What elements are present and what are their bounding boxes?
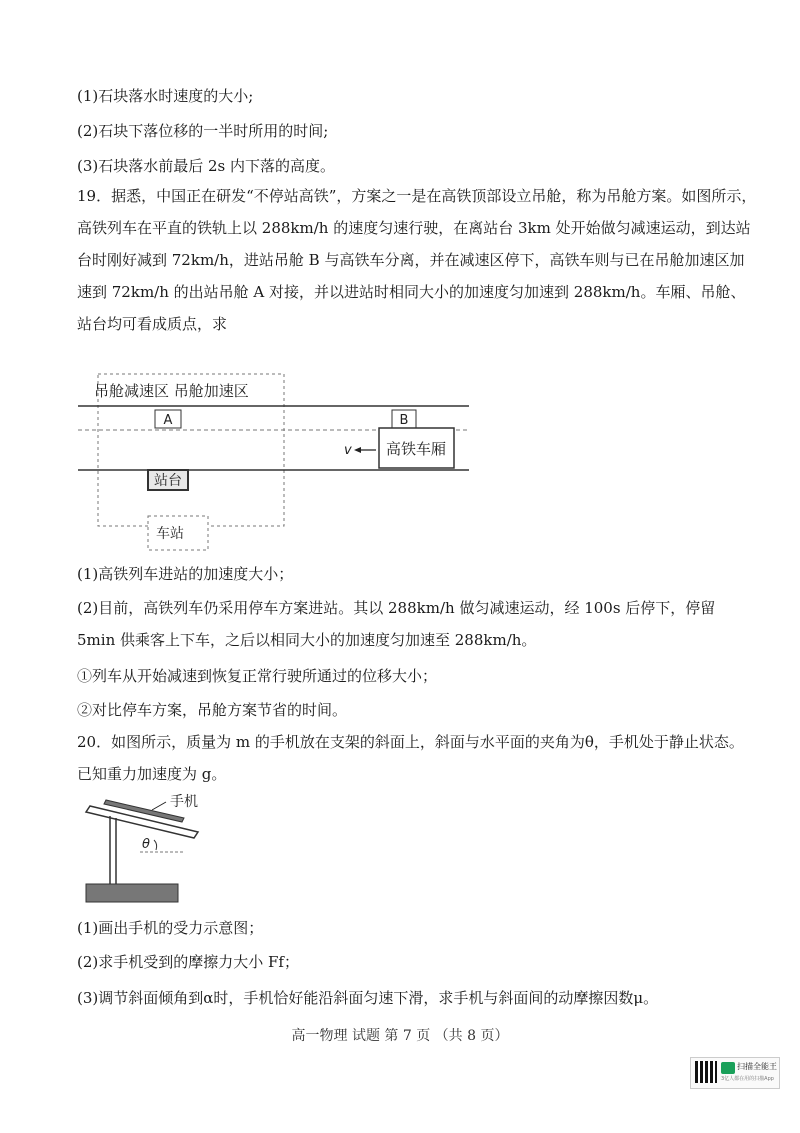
angle-arc xyxy=(154,840,157,850)
scanner-logo-icon xyxy=(721,1062,735,1074)
q19-figure xyxy=(70,370,490,564)
q20-stem: 20．如图所示，质量为 m 的手机放在支架的斜面上，斜面与水平面的夹角为θ，手机处于静止状态。已知重力加速度为 g。 xyxy=(77,733,744,783)
q18-item-1: (1)石块落水时速度的大小; xyxy=(77,87,254,105)
q19-diagram xyxy=(70,370,490,560)
scanner-subtitle: 3亿人都在用的扫描App xyxy=(721,1076,774,1082)
q18-item-2: (2)石块下落位移的一半时所用的时间; xyxy=(77,122,329,140)
q20-item-2: (2)求手机受到的摩擦力大小 Ff； xyxy=(77,953,299,971)
angle-label: θ xyxy=(142,837,150,852)
q19-item-2a: ①列车从开始减速到恢复正常行驶所通过的位移大小； xyxy=(77,667,438,685)
pod-b-label: B xyxy=(399,413,409,428)
q20-item-3: (3)调节斜面倾角到α时，手机恰好能沿斜面匀速下滑，求手机与斜面间的动摩擦因数μ。 xyxy=(77,989,659,1007)
q19-item-1: (1)高铁列车进站的加速度大小； xyxy=(77,565,294,583)
q20-diagram xyxy=(80,790,240,910)
velocity-label: v xyxy=(344,443,352,458)
scanner-title: 扫描全能王 xyxy=(737,1062,777,1071)
base-block xyxy=(86,884,178,902)
q19-item-2b: ②对比停车方案，吊舱方案节省的时间。 xyxy=(77,701,348,719)
q18-item-3: (3)石块落水前最后 2s 内下落的高度。 xyxy=(77,157,336,175)
qr-code-icon xyxy=(695,1061,717,1083)
phone-pointer xyxy=(152,802,166,810)
page-footer: 高一物理 试题 第 7 页 （共 8 页） xyxy=(291,1028,509,1044)
phone-label: 手机 xyxy=(170,794,198,810)
q20-item-1: (1)画出手机的受力示意图； xyxy=(77,919,264,937)
q19-stem: 19．据悉，中国正在研发“不停站高铁”，方案之一是在高铁顶部设立吊舱，称为吊舱方案。如图所示，高铁列车在平直的铁轨上以 288km/h 的速度匀速行驶，在离站台 3km 处开始做匀减速运动，到达站台时刚好减到 72km/h，进站吊舱 B 与高铁车分离，并在减速区停下，高铁车则与已在吊舱加速区加速到 72km/h 的出站吊舱 A 对接，并以进站时相同大小的加速度匀加速到 288km/h。车厢、吊舱、站台均可看成质点，求 xyxy=(77,187,757,333)
velocity-arrow-head xyxy=(354,447,361,453)
platform-label: 站台 xyxy=(154,473,182,489)
station-label: 车站 xyxy=(156,526,184,542)
pod-a-label: A xyxy=(163,413,173,428)
q19-item-2: (2)目前，高铁列车仍采用停车方案进站。其以 288km/h 做匀减速运动，经 100s 后停下，停留 5min 供乘客上下车，之后以相同大小的加速度匀加速至 288km/h。 xyxy=(77,599,716,649)
scanner-watermark xyxy=(690,1057,780,1089)
train-car-label: 高铁车厢 xyxy=(385,440,447,458)
zone-label: 吊舱减速区 吊舱加速区 xyxy=(94,382,249,400)
q20-figure xyxy=(80,790,240,914)
